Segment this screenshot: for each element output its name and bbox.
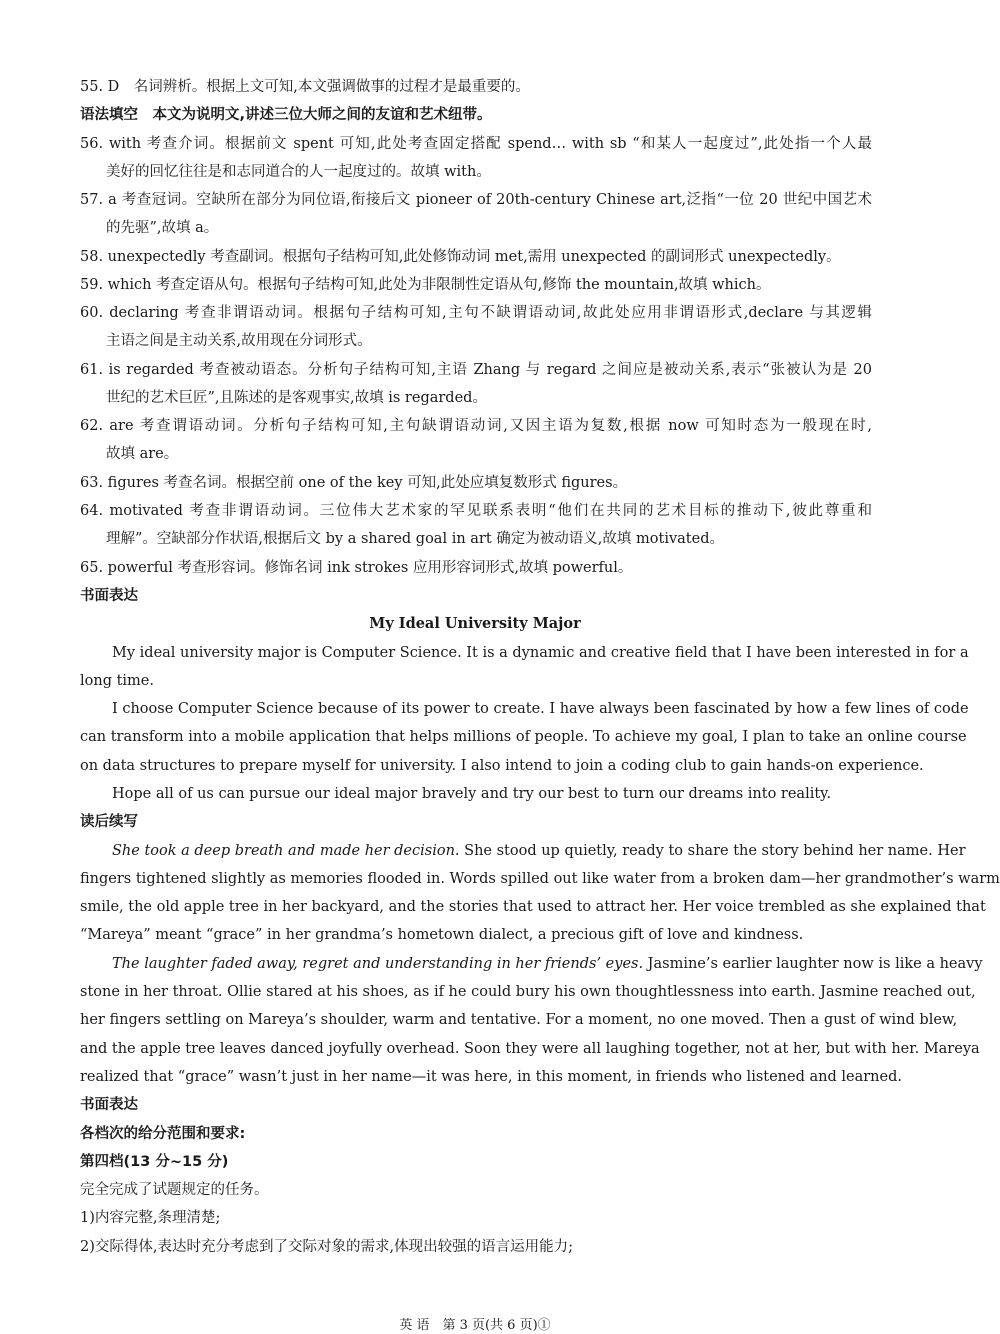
continuation-p1-line-1-text: She stood up quietly, ready to share the story behind her name. Her xyxy=(459,843,966,859)
answer-64-line-1: 64. motivated 考查非谓语动词。三位伟大艺术家的罕见联系表明“他们在共同的艺术目标的推动下,彼此尊重和 xyxy=(80,503,872,519)
continuation-p2-line-1 xyxy=(112,955,983,973)
answer-62-line-1: 62. are 考查谓语动词。分析句子结构可知,主句缺谓语动词,又因主语为复数,根据 now 可知时态为一般现在时, xyxy=(80,418,872,434)
answer-61-line-1: 61. is regarded 考查被动语态。分析句子结构可知,主语 Zhang 与 regard 之间应是被动关系,表示“张被认为是 20 xyxy=(80,362,872,378)
answer-57-line-2: 的先驱”,故填 a。 xyxy=(106,220,219,236)
continuation-p2-line-4: and the apple tree leaves danced joyfully overhead. Soon they were all laughing together, not at her, but with her. Mareya xyxy=(80,1041,980,1057)
scoring-line-1: 完全完成了试题规定的任务。 xyxy=(80,1182,269,1198)
scoring-line-3: 2)交际得体,表达时充分考虑到了交际对象的需求,体现出较强的语言运用能力; xyxy=(80,1239,573,1255)
answer-55: 55. D 名词辨析。根据上文可知,本文强调做事的过程才是最重要的。 xyxy=(80,79,530,95)
answer-63: 63. figures 考查名词。根据空前 one of the key 可知,此处应填复数形式 figures。 xyxy=(80,475,628,491)
continuation-p1-line-2: fingers tightened slightly as memories flooded in. Words spilled out like water from a broken dam—her grandmother’s warm xyxy=(80,871,1000,887)
answer-56-line-1: 56. with 考查介词。根据前文 spent 可知,此处考查固定搭配 spend… with sb “和某人一起度过”,此处指一个人最 xyxy=(80,136,872,152)
scoring-tier: 第四档(13 分~15 分) xyxy=(80,1154,229,1170)
continuation-p2-line-2: stone in her throat. Ollie stared at his shoes, as if he could bury his own thoughtlessness into earth. Jasmine reached out, xyxy=(80,984,976,1000)
continuation-p2-line-3: her fingers settling on Mareya’s shoulder, warm and tentative. For a moment, no one moved. Then a gust of wind blew, xyxy=(80,1012,958,1028)
continuation-p2-lead: The laughter faded away, regret and understanding in her friends’ eyes. xyxy=(112,956,644,972)
writing-section-heading: 书面表达 xyxy=(80,588,138,604)
continuation-p1-line-1 xyxy=(112,842,966,860)
continuation-section-heading: 读后续写 xyxy=(80,814,138,830)
continuation-p1-line-4: “Mareya” meant “grace” in her grandma’s hometown dialect, a precious gift of love and kindness. xyxy=(80,927,804,943)
essay-p2-line-3: on data structures to prepare myself for university. I also intend to join a coding club to gain hands-on experience. xyxy=(80,758,924,774)
continuation-p2-line-1-text: Jasmine’s earlier laughter now is like a heavy xyxy=(643,956,983,972)
answer-57-line-1: 57. a 考查冠词。空缺所在部分为同位语,衔接后文 pioneer of 20th-century Chinese art,泛指“一位 20 世纪中国艺术 xyxy=(80,192,872,208)
essay-p3: Hope all of us can pursue our ideal major bravely and try our best to turn our dreams into reality. xyxy=(112,786,832,802)
answer-59: 59. which 考查定语从句。根据句子结构可知,此处为非限制性定语从句,修饰 the mountain,故填 which。 xyxy=(80,277,771,293)
essay-p2-line-1: I choose Computer Science because of its power to create. I have always been fascinated by how a few lines of code xyxy=(112,701,969,717)
answer-58: 58. unexpectedly 考查副词。根据句子结构可知,此处修饰动词 met,需用 unexpected 的副词形式 unexpectedly。 xyxy=(80,249,841,265)
scoring-line-2: 1)内容完整,条理清楚; xyxy=(80,1210,221,1226)
answer-65: 65. powerful 考查形容词。修饰名词 ink strokes 应用形容词形式,故填 powerful。 xyxy=(80,560,633,576)
essay-p1-line-2: long time. xyxy=(80,673,155,689)
continuation-p2-line-5: realized that “grace” wasn’t just in her name—it was here, in this moment, in friends who listened and learned. xyxy=(80,1069,902,1085)
essay-p1-line-1: My ideal university major is Computer Science. It is a dynamic and creative field that I have been interested in for a xyxy=(112,645,969,661)
answer-60-line-1: 60. declaring 考查非谓语动词。根据句子结构可知,主句不缺谓语动词,故此处应用非谓语形式,declare 与其逻辑 xyxy=(80,305,872,321)
continuation-p1-line-3: smile, the old apple tree in her backyard, and the stories that used to attract her. Her voice trembled as she explained that xyxy=(80,899,986,915)
answer-60-line-2: 主语之间是主动关系,故用现在分词形式。 xyxy=(106,333,372,349)
answer-64-line-2: 理解”。空缺部分作状语,根据后文 by a shared goal in art 确定为被动语义,故填 motivated。 xyxy=(106,531,724,547)
essay-p2-line-2: can transform into a mobile application that helps millions of people. To achieve my goal, I plan to take an online course xyxy=(80,729,967,745)
answer-62-line-2: 故填 are。 xyxy=(106,446,179,462)
scoring-subheading: 各档次的给分范围和要求: xyxy=(80,1126,246,1142)
scoring-section-heading: 书面表达 xyxy=(80,1097,138,1113)
answer-61-line-2: 世纪的艺术巨匠”,且陈述的是客观事实,故填 is regarded。 xyxy=(106,390,487,406)
answer-56-line-2: 美好的回忆往往是和志同道合的人一起度过的。故填 with。 xyxy=(106,164,491,180)
page-footer: 英 语 第 3 页(共 6 页)① xyxy=(399,1318,551,1333)
grammar-section-heading: 语法填空 本文为说明文,讲述三位大师之间的友谊和艺术纽带。 xyxy=(80,107,492,123)
essay-title: My Ideal University Major xyxy=(369,615,581,632)
continuation-p1-lead: She took a deep breath and made her decision. xyxy=(112,843,460,859)
